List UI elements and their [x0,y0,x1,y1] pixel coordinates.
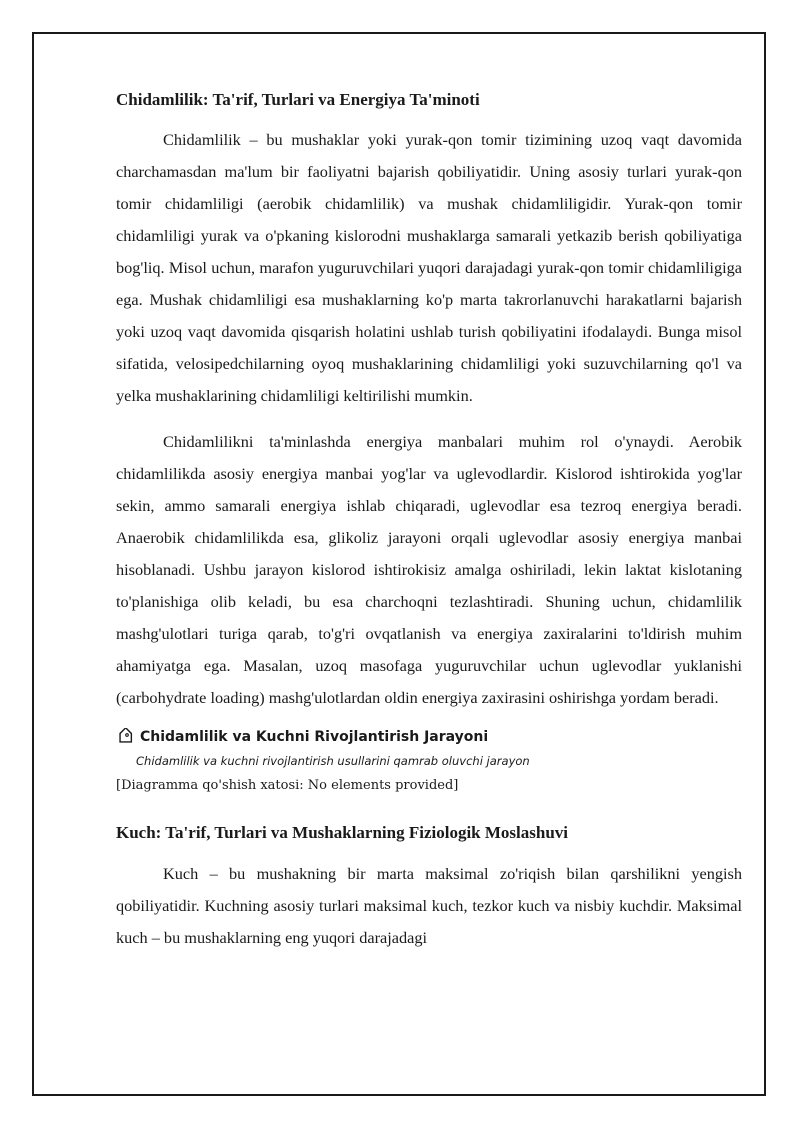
diagram-error-message: [Diagramma qo'shish xatosi: No elements provided] [116,778,459,794]
paragraph-endurance-definition: Chidamlilik – bu mushaklar yoki yurak-qon tomir tizimining uzoq vaqt davomida charchamasdan ma'lum bir faoliyatni bajarish qobiliyatidir. Uning asosiy turlari yurak-qon tomir chidamliligi (aerobik chidamlilik) va mushak chidamliligidir. Yurak-qon tomir chidamliligi yurak va o'pkaning kislorodni mushaklarga samarali yetkazib berish qobiliyatiga bog'liq. Misol uchun, marafon yuguruvchilari yuqori darajadagi yurak-qon tomir chidamliligiga ega. Mushak chidamliligi esa mushaklarning ko'p marta takrorlanuvchi harakatlarni bajarish yoki uzoq vaqt davomida qisqarish holatini ushlab turish qobiliyatini ifodalaydi. Bunga misol sifatida, velosipedchilarning oyoq mushaklarining chidamliligi yoki suzuvchilarning qo'l va yelka mushaklarining chidamliligi keltirilishi mumkin. [116,130,742,406]
diagram-title-text: Chidamlilik va Kuchni Rivojlantirish Jarayoni [140,729,489,746]
diagram-title [116,728,742,746]
tag-icon [116,728,134,746]
document-page [32,32,766,1096]
paragraph-strength-definition: Kuch – bu mushakning bir marta maksimal zo'riqish bilan qarshilikni yengish qobiliyatidir. Kuchning asosiy turlari maksimal kuch, tezkor kuch va nisbiy kuchdir. Maksimal kuch – bu mushaklarning eng yuqori darajadagi [116,863,742,947]
paragraph-endurance-energy: Chidamlilikni ta'minlashda energiya manbalari muhim rol o'ynaydi. Aerobik chidamlilikda asosiy energiya manbai yog'lar va uglevodlardir. Kislorod ishtirokida yog'lar sekin, ammo samarali energiya ishlab chiqaradi, uglevodlar esa tezroq energiya beradi. Anaerobik chidamlilikda esa, glikoliz jarayoni orqali uglevodlar asosiy energiya manbai hisoblanadi. Ushbu jarayon kislorod ishtirokisiz amalga oshiriladi, lekin laktat kislotaning to'planishiga olib keladi, bu esa charchoqni tezlashtiradi. Shuning uchun, chidamlilik mashg'ulotlari turiga qarab, to'g'ri ovqatlanish va energiya zaxiralarini to'ldirish muhim ahamiyatga ega. Masalan, uzoq masofaga yuguruvchilar uchun uglevodlar yuklanishi (carbohydrate loading) mashg'ulotlardan oldin energiya zaxirasini oshirishga yordam beradi. [116,432,742,708]
section-heading-strength: Kuch: Ta'rif, Turlari va Mushaklarning Fiziologik Moslashuvi [116,823,569,843]
section-heading-endurance: Chidamlilik: Ta'rif, Turlari va Energiya Ta'minoti [116,90,480,109]
diagram-subtitle: Chidamlilik va kuchni rivojlantirish usullarini qamrab oluvchi jarayon [136,754,530,769]
page-content [116,90,742,968]
